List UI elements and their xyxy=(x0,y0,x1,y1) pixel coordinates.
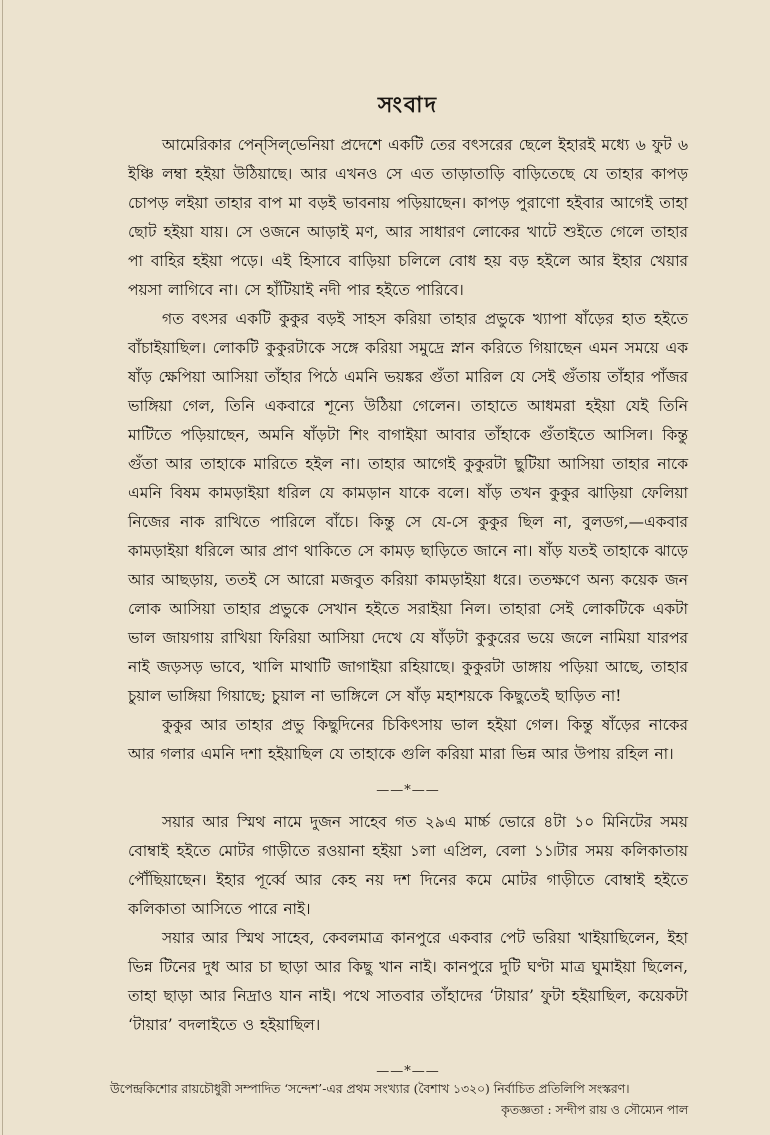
page-title: সংবাদ xyxy=(377,92,439,118)
paragraph-motor-trip: সয়ার আর স্মিথ নামে দুজন সাহেব গত ২৯এ মার্চ্চ ভোরে ৪টা ১০ মিনিটের সময় বোম্বাই হইতে মোটর গাড়ীতে রওয়ানা হইয়া ১লা এপ্রিল, বেলা ১১৷টার সময় কলিকাতায় পৌঁছিয়াছেন। ইহার পূর্ব্বে আর কেহ নয় দশ দিনের কমে মোটর গাড়ীতে বোম্বাই হইতে কলিকাতা আসিতে পারে নাই। xyxy=(128,813,688,918)
article-page xyxy=(110,88,688,1121)
page-edge-line xyxy=(2,0,3,1135)
news-section-1 xyxy=(128,131,688,769)
footer-credits xyxy=(110,1079,688,1121)
section-separator: ——*—— xyxy=(376,783,440,798)
paragraph-bulldog: গত বৎসর একটি কুকুর বড়ই সাহস করিয়া তাহার প্রভুকে খ্যাপা ষাঁড়ের হাত হইতে বাঁচাইয়াছিল। লোকটি কুকুরটাকে সঙ্গে করিয়া সমুদ্রে স্নান করিতে গিয়াছেন এমন সময়ে এক ষাঁড় ক্ষেপিয়া আসিয়া তাঁহার পিঠে এমনি ভয়ঙ্কর গুঁতা মারিল যে সেই গুঁতায় তাঁহার পাঁজর ভাঙ্গিয়া গেল, তিনি একবারে শূন্যে উঠিয়া গেলেন। তাহাতে আধমরা হইয়া যেই তিনি মাটিতে পড়িয়াছেন, অমনি ষাঁড়টা শিং বাগাইয়া আবার তাঁহাকে গুঁতাইতে আসিল। কিন্তু গুঁতা আর তাহাকে মারিতে হইল না। তাহার আগেই কুকুরটা ছুটিয়া আসিয়া তাহার নাকে এমনি বিষম কামড়াইয়া ধরিল যে কামড়ান যাকে বলে। ষাঁড় তখন কুকুর ঝাড়িয়া ফেলিয়া নিজের নাক রাখিতে পারিলে বাঁচে। কিন্তু সে যে-সে কুকুর ছিল না, বুলডগ,—একবার কামড়াইয়া ধরিলে আর প্রাণ থাকিতে সে কামড় ছাড়িতে জানে না। ষাঁড় যতই তাহাকে ঝাড়ে আর আছড়ায়, ততই সে আরো মজবুত করিয়া কামড়াইয়া ধরে। ততক্ষণে অন্য কয়েক জন লোক আসিয়া তাহার প্রভুকে সেখান হইতে সরাইয়া নিল। তাহারা সেই লোকটিকে একটা ভাল জায়গায় রাখিয়া ফিরিয়া আসিয়া দেখে যে ষাঁড়টা কুকুরের ভয়ে জলে নামিয়া যারপর নাই জড়সড় ভাবে, খালি মাথাটি জাগাইয়া রহিয়াছে। কুকুরটা ডাঙ্গায় পড়িয়া আছে, তাহার চুয়াল ভাঙ্গিয়া গিয়াছে; চুয়াল না ভাঙ্গিলে সে ষাঁড় মহাশয়কে কিছুতেই ছাড়িত না! xyxy=(128,310,688,705)
news-section-2 xyxy=(128,808,688,1040)
paragraph-tall-boy: আমেরিকার পেন্‌সিল্‌ভেনিয়া প্রদেশে একটি তের বৎসরের ছেলে ইহারই মধ্যে ৬ ফুট ৬ ইঞ্চি লম্বা হইয়া উঠিয়াছে। আর এখনও সে এত তাড়াতাড়ি বাড়িতেছে যে তাহার কাপড় চোপড় লইয়া তাহার বাপ মা বড়ই ভাবনায় পড়িয়াছেন। কাপড় পুরাণো হইবার আগেই তাহা ছোট হইয়া যায়। সে ওজনে আড়াই মণ, আর সাধারণ লোকের খাটে শুইতে গেলে তাহার পা বাহির হইয়া পড়ে। এই হিসাবে বাড়িয়া চলিলে বোধ হয় বড় হইলে আর ইহার খেয়ার পয়সা লাগিবে না। সে হাঁটিয়াই নদী পার হইতে পারিবে। xyxy=(128,136,688,299)
footer-acknowledgement: কৃতজ্ঞতা : সন্দীপ রায় ও সৌম্যেন পাল xyxy=(501,1103,688,1117)
paragraph-motor-trip-details: সয়ার আর স্মিথ সাহেব, কেবলমাত্র কানপুরে একবার পেট ভরিয়া খাইয়াছিলেন, ইহা ভিন্ন টিনের দুধ আর চা ছাড়া আর কিছু খান নাই। কানপুরে দুটি ঘণ্টা মাত্র ঘুমাইয়া ছিলেন, তাহা ছাড়া আর নিদ্রাও যান নাই। পথে সাতবার তাঁহাদের ‘টায়ার’ ফুটা হইয়াছিল, কয়েকটা ‘টায়ার’ বদলাইতে ও হইয়াছিল। xyxy=(128,929,688,1034)
footer-separator: ——*—— xyxy=(376,1064,440,1079)
footer-source-line: উপেন্দ্রকিশোর রায়চৌধুরী সম্পাদিত ‘সন্দেশ’-এর প্রথম সংখ্যার (বৈশাখ ১৩২০) নির্বাচিত প্রতিলিপি সংস্করণ। xyxy=(110,1082,630,1096)
paragraph-bulldog-end: কুকুর আর তাহার প্রভু কিছুদিনের চিকিৎসায় ভাল হইয়া গেল। কিন্তু ষাঁড়ের নাকের আর গলার এমনি দশা হইয়াছিল যে তাহাকে গুলি করিয়া মারা ভিন্ন আর উপায় রহিল না। xyxy=(128,716,688,763)
